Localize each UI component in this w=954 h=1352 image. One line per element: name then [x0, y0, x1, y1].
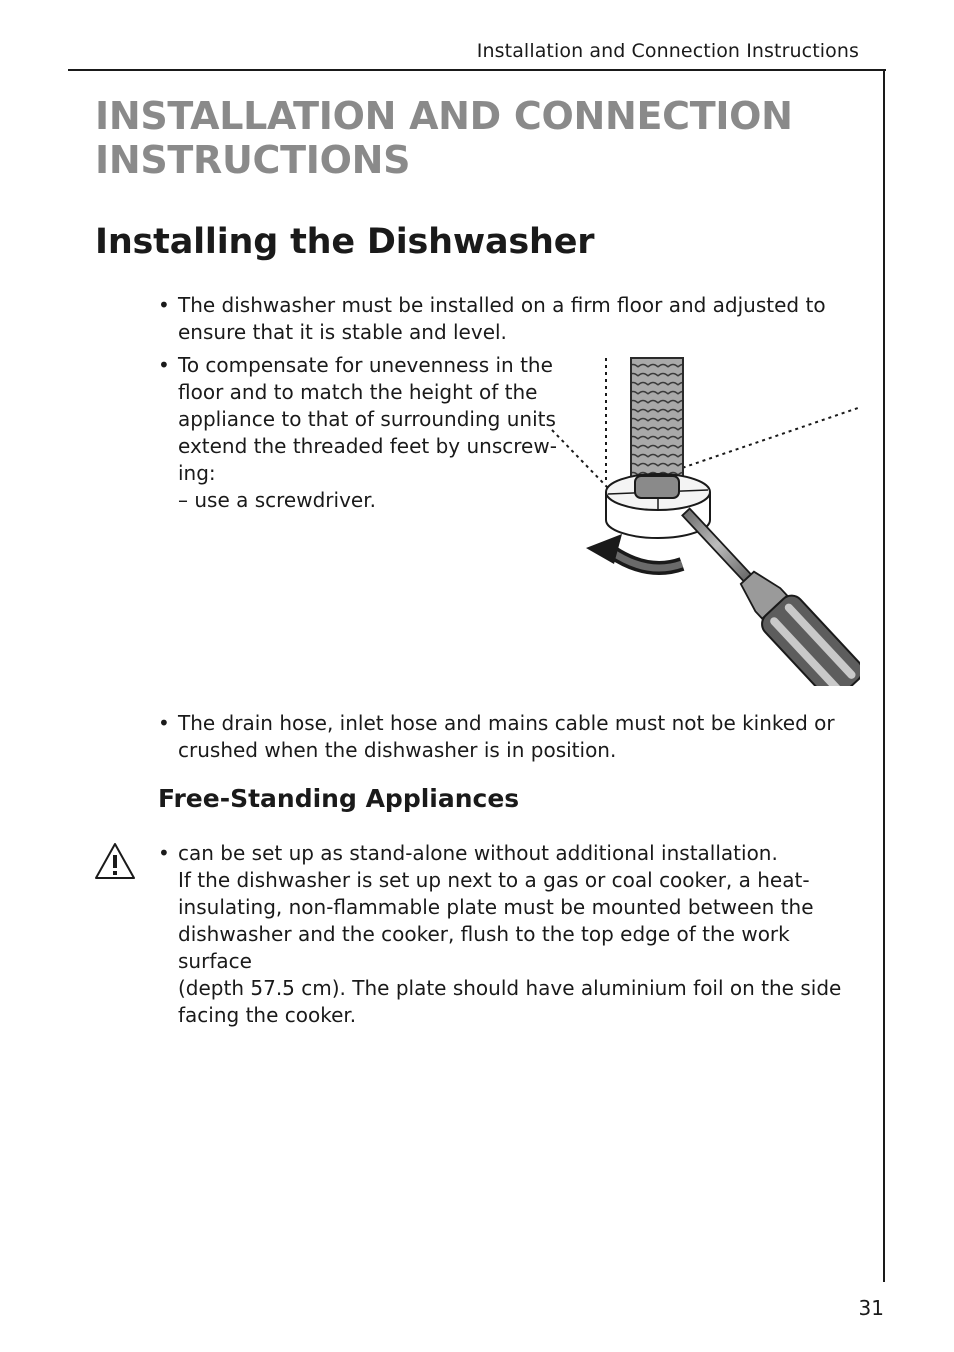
bullet-text: The dishwasher must be installed on a firm floor and adjusted to ensure that it is stable and level.: [178, 293, 826, 344]
bullet-dot: •: [158, 353, 170, 377]
header-rule: [68, 69, 886, 71]
section-title: [95, 94, 855, 182]
bullet-item: [158, 840, 858, 1029]
running-header: Installation and Connection Instructions: [476, 40, 859, 62]
bullet-item: [158, 710, 858, 764]
subsection-heading: Free-Standing Appliances: [158, 784, 520, 813]
bullet-item: [158, 292, 858, 346]
bullet-dot: •: [158, 711, 170, 735]
bullet-text: To compensate for unevenness in the floor and to match the height of the appliance to that of surrounding units extend the threaded feet by unscrew- ing: – use a screwdriver.: [178, 353, 557, 512]
bullet-dot: •: [158, 293, 170, 317]
section-title-text: INSTALLATION AND CONNECTION INSTRUCTIONS: [95, 94, 793, 182]
page-heading: Installing the Dishwasher: [95, 222, 595, 262]
screwdriver-adjusting-foot-illustration: [548, 352, 860, 686]
page-number: 31: [858, 1296, 884, 1320]
bullet-text: can be set up as stand-alone without additional installation. If the dishwasher is set up next to a gas or coal cooker, a heat- insulating, non-flammable plate must be mounted between the dishwasher and the cooker, flush to the top edge of the work surface (depth 57.5 cm). The plate should have aluminium foil on the side facing the cooker.: [178, 841, 842, 1027]
bullet-text: The drain hose, inlet hose and mains cable must not be kinked or crushed when the dishwasher is in position.: [178, 711, 835, 762]
warning-triangle-icon: [94, 842, 136, 880]
side-rule: [883, 69, 885, 1282]
bullet-item: [158, 352, 558, 514]
bullet-dot: •: [158, 841, 170, 865]
